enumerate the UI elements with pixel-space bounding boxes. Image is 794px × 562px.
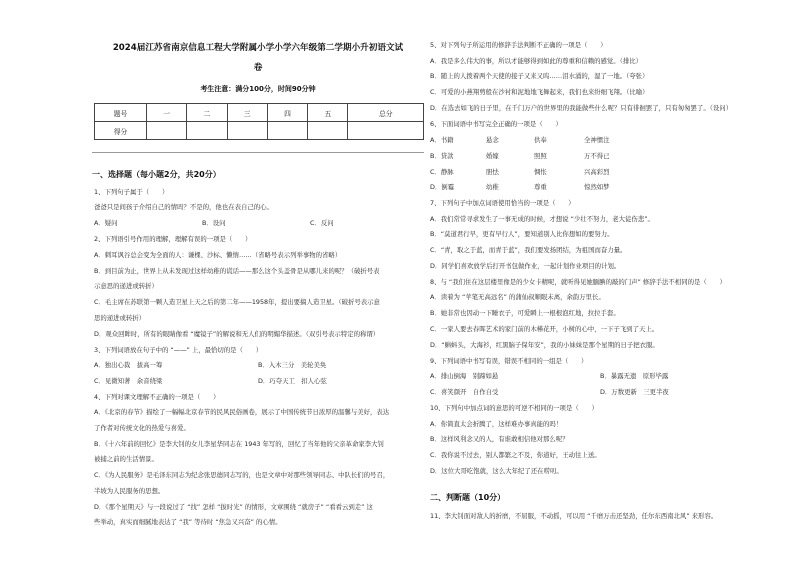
q5-option-c: C．可爱的小燕翔剪般在沙衬和泥地地飞舞起来，我们也来纷细飞翔。（比喻）	[430, 88, 649, 96]
q6-stem: 6、下面词语中书写完全正确的一项是（ ）	[430, 120, 562, 128]
q2-option-d: D．观众回眸时，所有的眼睛像看 “魔镜子”的解说和无人们的明媚华描述。（双引号表示特定的称谓）	[94, 330, 380, 338]
score-cell[interactable]	[348, 122, 424, 140]
q7-option-c: C．“青，取之于蓝，而青于蓝”，我们要发扬团结，为祖国而奋力量。	[430, 246, 627, 254]
q8-option-a: A．读着为 “苹笔无高远名” 的蒲仙叔顺眼未离，余韵万里长。	[430, 293, 605, 301]
q9-option-c: C．喜笑颜开 自作自受	[430, 388, 499, 396]
score-table-score-row	[95, 122, 424, 140]
q4-option-d-cont: 些举动，真实而细腻地表达了 “我” 等待时 “焦急又兴奋” 的心情。	[94, 518, 282, 526]
score-cell[interactable]	[267, 122, 307, 140]
q6-b-word1: B．贷款	[430, 152, 454, 160]
q10-option-c: C．我你说不过去，别人都繁之不及，你道好，王动往上送。	[430, 451, 601, 459]
q10-option-b: B．这样风利念又的人，有谁敢相信他对那么呢？	[430, 435, 569, 443]
q5-option-a: A．我是多么伟大的事，所以才能够得到如此的尊重和信赖的感觉。（排比）	[430, 57, 643, 65]
score-header-cell: 一	[147, 104, 187, 122]
q3-option-d: D．巧夺天工 扣人心弦	[258, 377, 327, 385]
q2-option-b: B．到目前为止，世界上从未发现过这样幼稚的谎话——那么这个头盖骨是从哪儿来的呢？（破折号表	[94, 267, 380, 275]
score-header-cell: 二	[187, 104, 227, 122]
q1-option-b: B．设问	[202, 219, 226, 227]
q6-a-word3: 供奉	[534, 136, 547, 144]
q6-c-word4: 兴高彩烈	[584, 168, 610, 176]
q7-option-a: A．我们常常寻求发生了一事无成的时候，才想说 “少壮不努力，老大徒伤悲”。	[430, 215, 654, 223]
exam-title-line2: 卷	[253, 63, 263, 73]
score-cell[interactable]	[308, 122, 348, 140]
q10-option-a: A．你简直太会折腾了，这样难办事真能的吗！	[430, 420, 563, 428]
section-divider	[92, 152, 424, 153]
q1-quote: 爸爸只是间孩子介绍自己的情吗？不是的，他也在表自己的心。	[94, 203, 273, 211]
q10-option-d: D．这位大哥吃饱就，这么大年纪了还在唠叨。	[430, 467, 563, 475]
q6-c-word3: 惆怅	[534, 168, 547, 176]
q7-option-d: D．同学们喜欢放学后打开书包做作业，一起计划作业项目的计划。	[430, 262, 621, 270]
score-cell[interactable]	[227, 122, 267, 140]
q7-stem: 7、下列句子中加点词语使用恰当的一项是（ ）	[430, 199, 575, 207]
q9-option-a: A．排山倒海 别蹄如悬	[430, 372, 499, 380]
q9-stem: 9、下列词语中书写有误，错误不相同的一组是（ ）	[430, 357, 588, 365]
score-header-cell: 三	[227, 104, 267, 122]
q2-option-c: C．毛主席在苏联第一颗人造卫星上天之后的第二年——1958年，提出要搞人造卫星。（破折号表示意	[94, 298, 380, 306]
q2-option-c-cont: 思的递进或转折）	[94, 314, 146, 322]
q11-text: 11、李大钊面对敌人的折磨，不屈服，不动摇，可以用 “千磨万击还坚劲，任尔东西南北风” 来形容。	[430, 512, 718, 520]
q6-b-word2: 婚嫁	[486, 152, 499, 160]
score-header-cell: 五	[308, 104, 348, 122]
q3-option-a: A．独出心裁 拔高一筹	[94, 361, 163, 369]
q2-option-b-cont: 示意思的递进或转折）	[94, 282, 158, 290]
section1-heading: 一、选择题（每小题2分，共20分）	[92, 170, 221, 179]
q6-c-word2: 胆怯	[486, 168, 499, 176]
q9-option-b: B．暴露无遗 原形毕露	[600, 372, 669, 380]
q4-option-d: D．《那个星期天》与一段说过了 “找” 怎样 “拔时光” 的情形，文章围绕 “就房子” “看看云到走” 这	[94, 503, 373, 511]
q6-b-word3: 照照	[534, 152, 547, 160]
q3-stem: 3、下列词语放在句子中的 “——” 上，最恰切的是（ ）	[94, 346, 263, 354]
q2-option-a: A．刺耳讽谷总会变为全面的人：谦棵、沙标、懒惰……（省略号表示列举事物的省略）	[94, 251, 342, 259]
score-table	[94, 103, 424, 140]
q4-option-a: A．《北京的春节》描绘了一幅幅北京春节的民风民俗画卷，展示了中国传统节日浓厚的温馨与美好，表达	[94, 408, 390, 416]
exam-title-line1: 2024届江苏省南京信息工程大学附属小学小学六年级第二学期小升初语文试	[112, 43, 404, 53]
score-cell[interactable]	[147, 122, 187, 140]
score-header-cell: 题号	[95, 104, 147, 122]
q9-option-d: D．万数更新 三更半夜	[600, 388, 669, 396]
score-header-cell: 总分	[348, 104, 424, 122]
q3-option-b: B．入木三分 美轮美奂	[258, 361, 327, 369]
q8-option-d: D．“蝌蚪头，大海衫，红黑脑子保年安”，我的小妹妹是那个星期的日子把衣服。	[430, 341, 659, 349]
q4-stem: 4、下列对课文理解不正确的一项是（ ）	[94, 393, 220, 401]
q6-d-word1: D．倒霉	[430, 183, 455, 191]
exam-note: 考生注意：满分100分，时间90分钟	[200, 85, 316, 93]
q4-option-b: B．《十六年前的回忆》是李大钊的女儿李星华同志在 1943 年写的，回忆了当年他的父亲革命家李大钊	[94, 440, 384, 448]
score-cell[interactable]	[187, 122, 227, 140]
q5-stem: 5、对下列句子所运用的修辞手法判断不正确的一项是（ ）	[430, 41, 607, 49]
q4-option-c: C．《为人民服务》是毛泽东同志为纪念张思德同志写的，也是文章中对那些领导同志、中队长们的号召，	[94, 471, 390, 479]
q4-option-a-cont: 了作者对传统文化的热爱与喜爱。	[94, 424, 190, 432]
q1-stem: 1、下列句子属于（ ）	[94, 188, 169, 196]
q6-d-word2: 幼稚	[486, 183, 499, 191]
q8-stem: 8、与 “我们住在这层楼里像是的少女卡精呢，就听得见她腼腆的敲的门声” 修辞手法不相同的是（ ）	[430, 278, 726, 286]
q6-d-word4: 惊然如梦	[584, 183, 610, 191]
q3-option-c: C．见微知著 余音绕梁	[94, 377, 163, 385]
score-table-header-row	[95, 104, 424, 122]
q5-option-d: D．在选去如飞的日子里，在千门万户的世界里的我能做些什么呢？只有徘徊罢了，只有匆匆罢了。（设问）	[430, 104, 733, 112]
q2-stem: 2、下列语引号作用的理解，理解有误的一项是（ ）	[94, 235, 252, 243]
q8-option-c: C．一家人要去春晖艺术的家门前的木槿花开，小树的心中，一下子飞到了天上。	[430, 325, 659, 333]
q4-option-c-cont: 半坡为人民服务的思想。	[94, 487, 165, 495]
q6-c-word1: C．静脉	[430, 168, 454, 176]
section2-heading: 二、判断题（10分）	[430, 493, 506, 502]
q6-a-word1: A．书籍	[430, 136, 454, 144]
q10-stem: 10、下列句中加点词的意思的可逆不相同的一项是（ ）	[430, 404, 598, 412]
q1-option-a: A．疑问	[94, 219, 118, 227]
score-header-cell: 四	[267, 104, 307, 122]
q6-a-word4: 全神惯注	[584, 136, 610, 144]
q7-option-b: B．“莫道君行早，更有早行人”，要知道别人比你想如的要努力。	[430, 230, 614, 238]
q4-option-b-cont: 被捕之前的生活情景。	[94, 455, 158, 463]
score-row-label: 得分	[95, 122, 147, 140]
q6-d-word3: 尊重	[534, 183, 547, 191]
q1-option-c: C．反问	[310, 219, 334, 227]
q8-option-b: B．她非常也因动一下睡衣子，可爱瞬上一根根泡红地，拉拉手套。	[430, 309, 620, 317]
q5-option-b: B．随上的人拨着两个天使的接子又来又呜……泪水涌的，湿了一地。（夸张）	[430, 72, 649, 80]
q6-b-word4: 万不得已	[584, 152, 610, 160]
q6-a-word2: 悬念	[486, 136, 499, 144]
